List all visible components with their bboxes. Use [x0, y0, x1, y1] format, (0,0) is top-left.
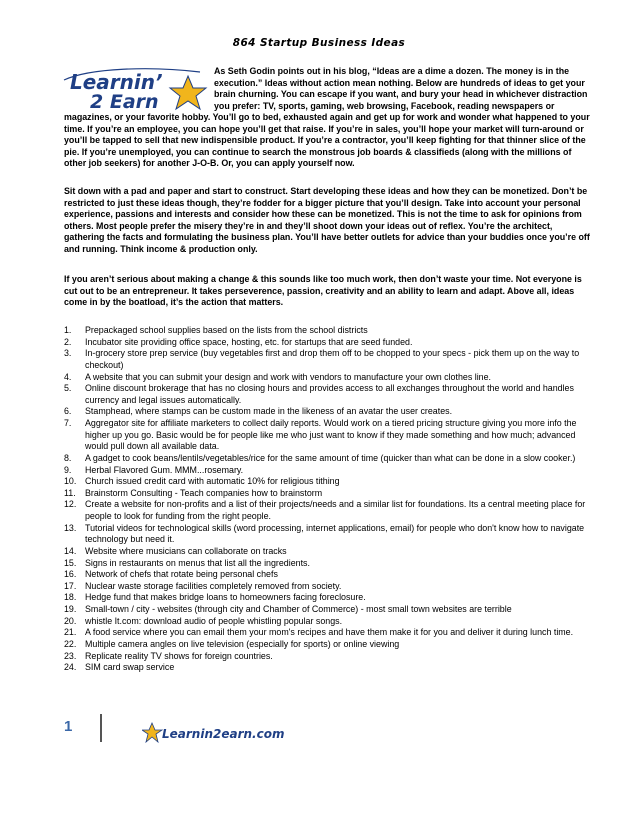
list-item-number: 6. — [64, 406, 72, 417]
intro-text: As Seth Godin points out in his blog, “Ideas are a dime a dozen. The money is in the execution.” Ideas without action mean nothing. Below are hundreds of ideas to get your brain churning. You can escape if you want, and bury your head in whichever distraction you prefer: TV, sports, gaming, web browsing, Facebook, reading newspapers or magazines, or your favorite hobby. You’ll go to bed, exhausted again and get up for work and wonder what happened to your time. If you’re an employee, you can hope you’ll get that raise. If you’re in sales, you’ll hope your market will turn-around or you’ll be tapped to sell that new indispensible product. If you’re a contractor, you’ll keep fighting for that thinner slice of the pie. If you’re unemployed, you can continue to search the monstrous job boards & classifieds (along with the millions of other job seekers) for another J-O-B. Or, you can apply yourself now. — [64, 66, 590, 169]
footer-star-icon — [142, 723, 162, 742]
list-item-text: Replicate reality TV shows for foreign countries. — [85, 650, 273, 661]
list-item — [64, 499, 594, 522]
list-item — [64, 616, 594, 628]
intro-paragraph — [64, 66, 592, 170]
list-item-number: 7. — [64, 418, 72, 428]
list-item-number: 8. — [64, 452, 72, 463]
list-item-number: 13. — [64, 522, 77, 533]
list-item-number: 5. — [64, 383, 72, 394]
list-item — [64, 488, 594, 500]
footer-logo-text: Learnin2earn.com — [162, 727, 285, 741]
list-item — [64, 372, 594, 384]
list-item-number: 20. — [64, 615, 77, 626]
list-item-number: 14. — [64, 545, 77, 556]
list-item-text: whistle It.com: download audio of people whistling popular songs. — [85, 615, 343, 626]
list-item-text: A website that you can submit your design and work with vendors to manufacture your own clothes line. — [85, 371, 492, 382]
list-item — [64, 569, 594, 581]
list-item — [64, 406, 594, 418]
page-number: 1 — [64, 718, 73, 735]
list-item — [64, 651, 594, 663]
list-item-text: Create a website for non-profits and a list of their projects/needs and a similar list for foundations. Its a central meeting place for people to look for funding from the right people. — [85, 499, 586, 521]
list-item-text: Brainstorm Consulting - Teach companies how to brainstorm — [85, 487, 323, 498]
list-item — [64, 581, 594, 593]
list-item-number: 16. — [64, 569, 77, 580]
list-item-text: Hedge fund that makes bridge loans to homeowners facing foreclosure. — [85, 592, 366, 603]
list-item — [64, 558, 594, 570]
list-item-text: Tutorial videos for technological skills (word processing, internet applications, email) for people who don't know how to navigate technology but need it. — [85, 522, 585, 545]
list-item-text: Aggregator site for affiliate marketers to collect daily reports. Would work on a tiered pricing structure giving you more info the higher up you go. Basic would be for people like me who just want to know if they made something and how much; advanced would pull down all available data. — [85, 418, 577, 452]
list-item-text: Church issued credit card with automatic 10% for religious tithing — [85, 476, 340, 487]
list-item-number: 3. — [64, 348, 72, 359]
list-item-number: 17. — [64, 580, 77, 591]
list-item-text: Small-town / city - websites (through city and Chamber of Commerce) - most small town websites are terrible — [85, 604, 512, 614]
logo-text-line2: 2 Earn — [90, 91, 159, 112]
list-item-number: 18. — [64, 592, 77, 603]
list-item — [64, 604, 594, 616]
list-item-text: Nuclear waste storage facilities completely removed from society. — [85, 580, 342, 591]
list-item-text: Prepackaged school supplies based on the lists from the school districts — [85, 325, 368, 335]
list-item-text: A gadget to cook beans/lentils/vegetables/rice for the same amount of time (quicker than what can be done in a slow cooker.) — [85, 452, 576, 463]
list-item-number: 21. — [64, 627, 77, 638]
list-item — [64, 418, 594, 453]
list-item-number: 10. — [64, 476, 77, 487]
list-item-text: Incubator site providing office space, hosting, etc. for startups that are seed funded. — [85, 336, 413, 347]
list-item — [64, 476, 594, 488]
list-item-text: In-grocery store prep service (buy vegetables first and drop them off to be chopped to your specs - pick them up on the way to checkout) — [85, 348, 580, 370]
list-item — [64, 383, 594, 406]
list-item — [64, 523, 594, 546]
list-item-number: 1. — [64, 325, 72, 335]
list-item-number: 4. — [64, 371, 72, 382]
list-item-number: 24. — [64, 662, 77, 673]
list-item-number: 12. — [64, 499, 77, 510]
list-item-text: Multiple camera angles on live television (especially for sports) or online viewing — [85, 638, 400, 649]
list-item-text: Website where musicians can collaborate on tracks — [85, 545, 287, 556]
list-item — [64, 592, 594, 604]
list-item — [64, 337, 594, 349]
ideas-list — [64, 325, 594, 674]
list-item-number: 2. — [64, 336, 72, 347]
list-item — [64, 453, 594, 465]
list-item-number: 22. — [64, 638, 77, 649]
list-item — [64, 348, 594, 371]
list-item-number: 23. — [64, 650, 77, 661]
footer-divider — [100, 714, 102, 742]
list-item-number: 15. — [64, 557, 77, 568]
list-item-text: Online discount brokerage that has no closing hours and provides access to all exchanges throughout the world and handles currency and legal issues automatically. — [85, 383, 574, 405]
list-item-number: 11. — [64, 487, 76, 498]
list-item — [64, 465, 594, 477]
list-item — [64, 662, 594, 674]
list-item-text: SIM card swap service — [85, 662, 175, 673]
list-item — [64, 546, 594, 558]
document-title: 864 Startup Business Ideas — [232, 37, 406, 49]
list-item-text: Signs in restaurants on menus that list all the ingredients. — [85, 557, 310, 568]
list-item — [64, 325, 594, 337]
warning-paragraph: If you aren’t serious about making a change & this sounds like too much work, then don’t waste your time. Not everyone is cut out to be an entrepreneur. It takes perseverence, passion, creativity and an ability to learn and adapt. Above all, ideas come in by the boatload, it’s the action that matters. — [64, 274, 582, 308]
list-item-text: Stamphead, where stamps can be custom made in the likeness of an avatar the user creates. — [85, 406, 453, 417]
list-item — [64, 627, 594, 639]
list-item-number: 19. — [64, 604, 77, 614]
list-item-number: 9. — [64, 464, 72, 475]
footer-logo — [142, 721, 322, 745]
list-item-text: A food service where you can email them your mom's recipes and have them make it for you and deliver it during lunch time. — [85, 627, 574, 638]
instructions-paragraph: Sit down with a pad and paper and start to construct. Start developing these ideas and how they can be monetized. Don’t be restricted to just these ideas though, they’re fodder for a bigger picture that you’ll design. Take into account your personal experience, passions and interests and consider how these can be monetized. This is not the time to ask for opinions from others. Most people prefer the misery they’re in and they’ll shoot down your ideas out of reflex. You’re the architect, gathering the facts and formulating the business plan. You’ll have better outlets for advice than your buddies once you’re off and running. Think income & production only. — [64, 186, 590, 254]
list-item-text: Herbal Flavored Gum. MMM...rosemary. — [85, 464, 244, 475]
list-item — [64, 639, 594, 651]
logo-text-line1: Learnin’ — [70, 70, 163, 94]
list-item-text: Network of chefs that rotate being personal chefs — [85, 569, 278, 580]
